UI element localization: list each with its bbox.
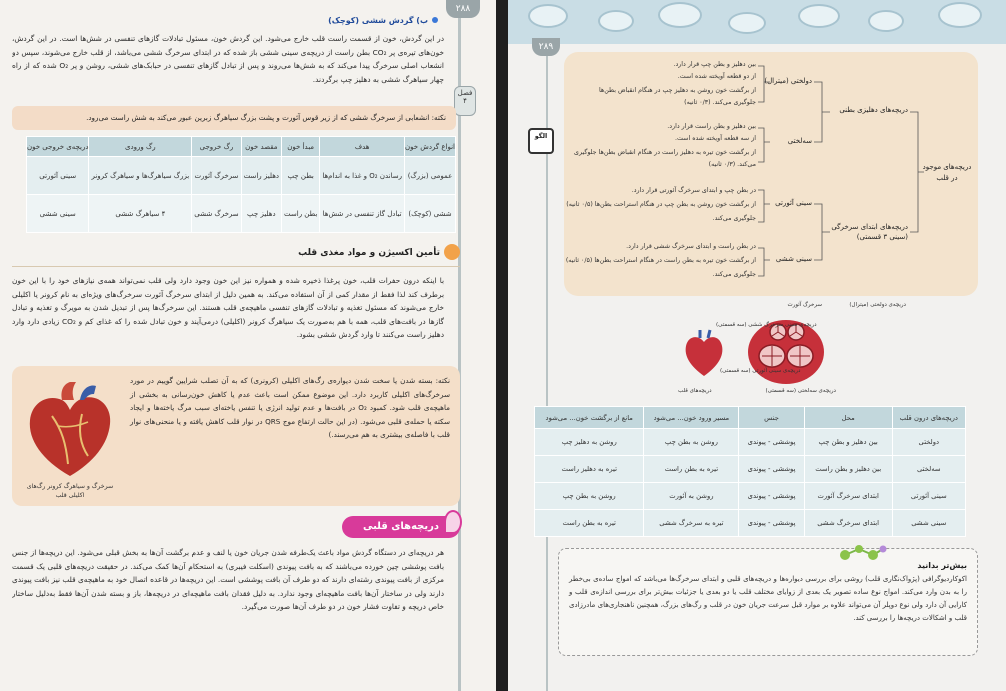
blood-cell-icon: [798, 4, 840, 28]
table-header: محل: [804, 407, 892, 429]
table-row: [535, 429, 966, 456]
table-header: دریچه‌های درون قلب: [892, 407, 965, 429]
table-cell: ششی (کوچک): [404, 195, 455, 233]
tree-leaf: از دو قطعه آویخته شده است.: [677, 73, 756, 80]
section-paragraph: با اینکه درون حفرات قلب، خون پرغذا ذخیره شده و همواره نیز این خون وجود دارد ولی قلب نمی‌تواند همه‌ی نیازهای خود را با این خون برطرف کند لذا فقط از مقدار کمی از آن استفاده می‌کند. به همین دلیل از ابتدای سرخرگ آئورت سرخرگ‌های ویژه‌ای به نام کرونر یا اکلیلی خارج می‌شوند که مسئول تغذیه و تبادلات گازهای تنفسی ماهیچه‌ی قلب هستند. این سرخرگ‌ها پس از تبدیل شدن به مویرگ و تغذیه و تبادل گازها در بافت‌های قلب، همه با هم به‌صورت یک سیاهرگ کرونر (اکلیلی) درمی‌آیند و خون تبادل شده را که غذای کم و CO₂ زیادی دارد وارد دهلیز راست می‌کنند تا وارد گردش ششی بشود.: [12, 276, 444, 339]
tree-node-atrioventricular: دریچه‌های دهلیزی بطنی: [839, 106, 908, 114]
table-cell: ابتدای سرخرگ آئورت: [804, 483, 892, 510]
top-decoration: [508, 0, 1006, 44]
table-cell: رساندن O₂ و غذا به اندام‌ها: [320, 157, 405, 195]
blood-cell-icon: [938, 2, 982, 28]
table-cell: پوششی - پیوندی: [739, 456, 804, 483]
blood-cell-icon: [728, 12, 766, 34]
table-cell: روشن به دهلیز چپ: [535, 429, 644, 456]
table-cell: عمومی (بزرگ): [404, 157, 455, 195]
tree-leaf: از برگشت خون روشن به بطن چپ در هنگام استراحت بطن‌ها (۰/۵ ثانیه): [566, 201, 756, 208]
right-page: [508, 0, 1006, 691]
bullet-icon: [432, 17, 438, 23]
chapter-tab: فصل ۴: [454, 86, 476, 116]
table-cell: سینی آئورتی: [26, 157, 88, 195]
table-cell: بین دهلیز و بطن چپ: [804, 429, 892, 456]
valves-paragraph: هر دریچه‌ای در دستگاه گردش مواد باعث یک‌طرفه شدن جریان خون یا لنف و عدم برگشت آن‌ها به بخش قبلی می‌شود. این دریچه‌ها از جنس بافت پوششی چین خورده می‌باشند که به بافت پیوندی (اسکلت فیبری) به استحکام آن‌ها کمک می‌کند. در حقیقت دریچه‌های قلبی یک قسمت مرکزی از بافت پیوندی رشته‌ای دارند که دو طرف آن بافت پوششی است. این دریچه‌ها در قاعده اتصال خود به ماهیچه‌ی قلب نیز بافت پیوندی دارند ولی در ساختار آن‌ها بافت ماهیچه‌ای وجود ندارد. به دلیل فقدان بافت ماهیچه‌ای در دریچه‌ها، باز و بسته شدن آن‌ها فقط به‌دلیل ساختار خاص دریچه و تفاوت فشار خون در دو طرف آن‌ها صورت می‌گیرد.: [12, 548, 444, 611]
tree-leaf: می‌کند. (۰/۳ ثانیه): [708, 161, 756, 168]
valves-diagram: [676, 300, 906, 400]
table-header-row: [535, 407, 966, 429]
valves-tree-diagram: [564, 52, 978, 296]
page-number: ۲۸۹: [532, 38, 560, 56]
tree-leaf: در بطن چپ و ابتدای سرخرگ آئورتی قرار دارد.: [631, 187, 756, 194]
diagram-label: دریچه‌ی سینی سرخرگ ششی (سه قسمتی): [716, 322, 817, 328]
table-header: مسیر ورود خون... می‌شود: [644, 407, 739, 429]
table-row: [26, 157, 455, 195]
table-header: دریچه‌ی خروجی خون: [26, 137, 88, 157]
table-cell: تیره به سرخرگ ششی: [644, 510, 739, 537]
table-cell: دهلیز چپ: [241, 195, 281, 233]
tree-leaf: از برگشت خون روشن به دهلیز چپ در هنگام انقباض بطن‌ها: [599, 87, 756, 94]
table-header: مبدأ خون: [282, 137, 320, 157]
note-bar: نکته: انشعابی از سرخرگ ششی که از زیر قوس آئورت و پشت بزرگ سیاهرگ زبرین عبور می‌کند به شش راست می‌رود.: [12, 106, 456, 130]
tree-leaf: بین دهلیز و بطن راست قرار دارد.: [667, 123, 756, 130]
molecule-icon: [837, 543, 887, 563]
table-cell: سینی آئورتی: [892, 483, 965, 510]
table-cell: بین دهلیز و بطن راست: [804, 456, 892, 483]
table-header: مقصد خون: [241, 137, 281, 157]
table-cell: بطن چپ: [282, 157, 320, 195]
blood-cell-icon: [598, 10, 634, 32]
table-header: هدف: [320, 137, 405, 157]
tree-leaf: جلوگیری می‌کند.: [712, 271, 756, 278]
tree-node-aortic: سینی آئورتی: [775, 199, 812, 207]
learn-more-title: بیش‌تر بدانید: [917, 561, 967, 570]
table-cell: بزرگ سیاهرگ‌ها و سیاهرگ کرونر: [89, 157, 192, 195]
pulmonary-circulation-heading: ب) گردش ششی (کوچک): [328, 16, 438, 25]
tree-node-pulmonary: سینی ششی: [775, 255, 812, 263]
heart-valves-title: دریچه‌های قلبی: [342, 516, 460, 538]
table-cell: دولختی: [892, 429, 965, 456]
tree-root: دریچه‌های موجود در قلب: [922, 163, 972, 182]
table-header-row: [26, 137, 455, 157]
table-header: انواع گردش خون: [404, 137, 455, 157]
table-header: رگ خروجی: [192, 137, 241, 157]
table-cell: سه‌لختی: [892, 456, 965, 483]
heart-section-icon: [444, 244, 460, 260]
table-row: [26, 195, 455, 233]
table-cell: ابتدای سرخرگ ششی: [804, 510, 892, 537]
tree-leaf: جلوگیری می‌کند. (۰/۳ ثانیه): [684, 99, 756, 106]
tree-leaf: از برگشت خون تیره به بطن راست در هنگام استراحت بطن‌ها (۰/۵ ثانیه): [565, 257, 756, 264]
pulmonary-paragraph: در این گردش، خون از قسمت راست قلب خارج می‌شود. این گردش خون، مسئول تبادلات گازهای تنفسی در شش‌ها است. در این گردش، خون‌های تیره‌ی پر CO₂ بطن راست از دریچه‌ی سینی ششی باز شده که در ابتدای سرخرگ ششی می‌باشد، از قلب خارج می‌شوند، سپس دو انشعاب اصلی سرخرگ پیدا می‌کند که به شش‌ها می‌روند و پس از تبادل گازهای تنفسی در حبابک‌های ششی، روشن و پر O₂ شده که از راه چهار سیاهرگ ششی به دهلیز چپ برگردند.: [12, 34, 444, 84]
diagram-label: سرخرگ آئورت: [787, 302, 822, 308]
tree-node-mitral: دولختی (میترال): [764, 77, 812, 85]
valves-table: [534, 406, 966, 537]
note-text: نکته: بسته شدن یا سخت شدن دیواره‌ی رگ‌های اکلیلی (کرونری) که به آن تصلب شرایین گوییم در مورد سرخرگ‌های اکلیلی کاربرد دارد. این موضوع ممکن است باعث عدم یا کاهش خون‌رسانی به بخشی از ماهیچه‌ی قلب شود. کمبود O₂ در بافت‌ها و عدم تولید انرژی یا تنفس یاخته‌ای سبب مرگ یاخته‌ها و ایجاد سکته یا حمله‌ی قلبی می‌شود. (در این حالت ارتفاع موج QRS در نوار قلب کاهش یافته و یا منحنی‌های نوار قلب با فاصله‌ی بیشتری به هم می‌رسند.): [130, 376, 451, 439]
circulation-table: [26, 136, 456, 233]
coronary-note-box: [12, 366, 460, 506]
table-cell: روشن به بطن چپ: [535, 483, 644, 510]
table-cell: پوششی - پیوندی: [739, 429, 804, 456]
heart-caption: سرخرگ و سیاهرگ کرونر رگ‌های اکلیلی قلب: [26, 483, 114, 499]
diagram-label: دریچه‌ی سه‌لختی (سه قسمتی): [765, 388, 836, 394]
blood-cell-icon: [528, 4, 568, 28]
tree-leaf: بین دهلیز و بطن چپ قرار دارد.: [673, 61, 756, 68]
tree-node-tricuspid: سه‌لختی: [787, 137, 812, 145]
table-row: [535, 456, 966, 483]
table-cell: تیره به بطن راست: [535, 510, 644, 537]
diagram-label: دریچه‌ی سینی آئورتی (سه قسمتی): [720, 368, 801, 374]
page-number: ۲۸۸: [446, 0, 480, 18]
heart-illustration: [22, 380, 118, 480]
table-cell: دهلیز راست: [241, 157, 281, 195]
table-cell: تیره به بطن راست: [644, 456, 739, 483]
section-title: تأمین اکسیژن و مواد مغذی قلب: [298, 248, 440, 258]
table-cell: سرخرگ ششی: [192, 195, 241, 233]
tree-leaf: از برگشت خون تیره به دهلیز راست در هنگام انقباض بطن‌ها جلوگیری: [574, 149, 756, 156]
leaf-icon: [444, 510, 462, 534]
table-header: جنس: [739, 407, 804, 429]
table-header: رگ ورودی: [89, 137, 192, 157]
table-cell: سینی ششی: [892, 510, 965, 537]
book-gutter: [496, 0, 508, 691]
table-cell: تیره به دهلیز راست: [535, 456, 644, 483]
table-cell: روشن به آئورت: [644, 483, 739, 510]
diagram-label: دریچه‌ی دولختی (میترال): [849, 302, 906, 308]
blood-cell-icon: [658, 2, 702, 28]
learn-more-box: [558, 548, 978, 656]
table-cell: بطن راست: [282, 195, 320, 233]
table-header: مانع از برگشت خون... می‌شود: [535, 407, 644, 429]
brand-logo: الگو: [528, 128, 554, 154]
tree-leaf: جلوگیری می‌کند.: [712, 215, 756, 222]
tree-leaf: در بطن راست و ابتدای سرخرگ ششی قرار دارد.: [626, 243, 756, 250]
table-cell: تبادل گاز تنفسی در شش‌ها: [320, 195, 405, 233]
tree-node-semilunar: دریچه‌های ابتدای سرخرگی (سینی ۳ قسمتی): [831, 223, 908, 241]
diagram-label: دریچه‌های قلب: [678, 388, 712, 394]
table-cell: سینی ششی: [26, 195, 88, 233]
table-cell: پوششی - پیوندی: [739, 483, 804, 510]
learn-more-text: اکوکاردیوگرافی (پژواک‌نگاری قلب) روشی برای بررسی دیواره‌ها و دریچه‌های قلبی و ابتدای سرخرگ‌ها می‌باشد که امواج ساده‌ی بی‌خطر را به بدن وارد می‌کند. امواج نوع ساده تصویر یک بعدی از زوایای مختلف قلب یا دو بعدی یا جزئیات بیش‌تر برای بررسی اندازه‌ی قلب و کارایی آن دارد ولی نوع دوپلر آن می‌تواند علاوه بر موارد قبل سرعت جریان خون در قلب و رگ‌های بزرگ، همچنین ناهنجاری‌های مادرزادی قلب و اشکالات دریچه‌ها را بررسی کند.: [569, 575, 967, 622]
table-cell: سرخرگ آئورت: [192, 157, 241, 195]
divider: [12, 266, 460, 267]
table-row: [535, 483, 966, 510]
left-page: [0, 0, 496, 691]
table-cell: روشن به بطن چپ: [644, 429, 739, 456]
table-cell: پوششی - پیوندی: [739, 510, 804, 537]
tree-leaf: از سه قطعه آویخته شده است.: [674, 135, 756, 142]
blood-cell-icon: [868, 10, 904, 32]
table-cell: ۴ سیاهرگ ششی: [89, 195, 192, 233]
table-row: [535, 510, 966, 537]
